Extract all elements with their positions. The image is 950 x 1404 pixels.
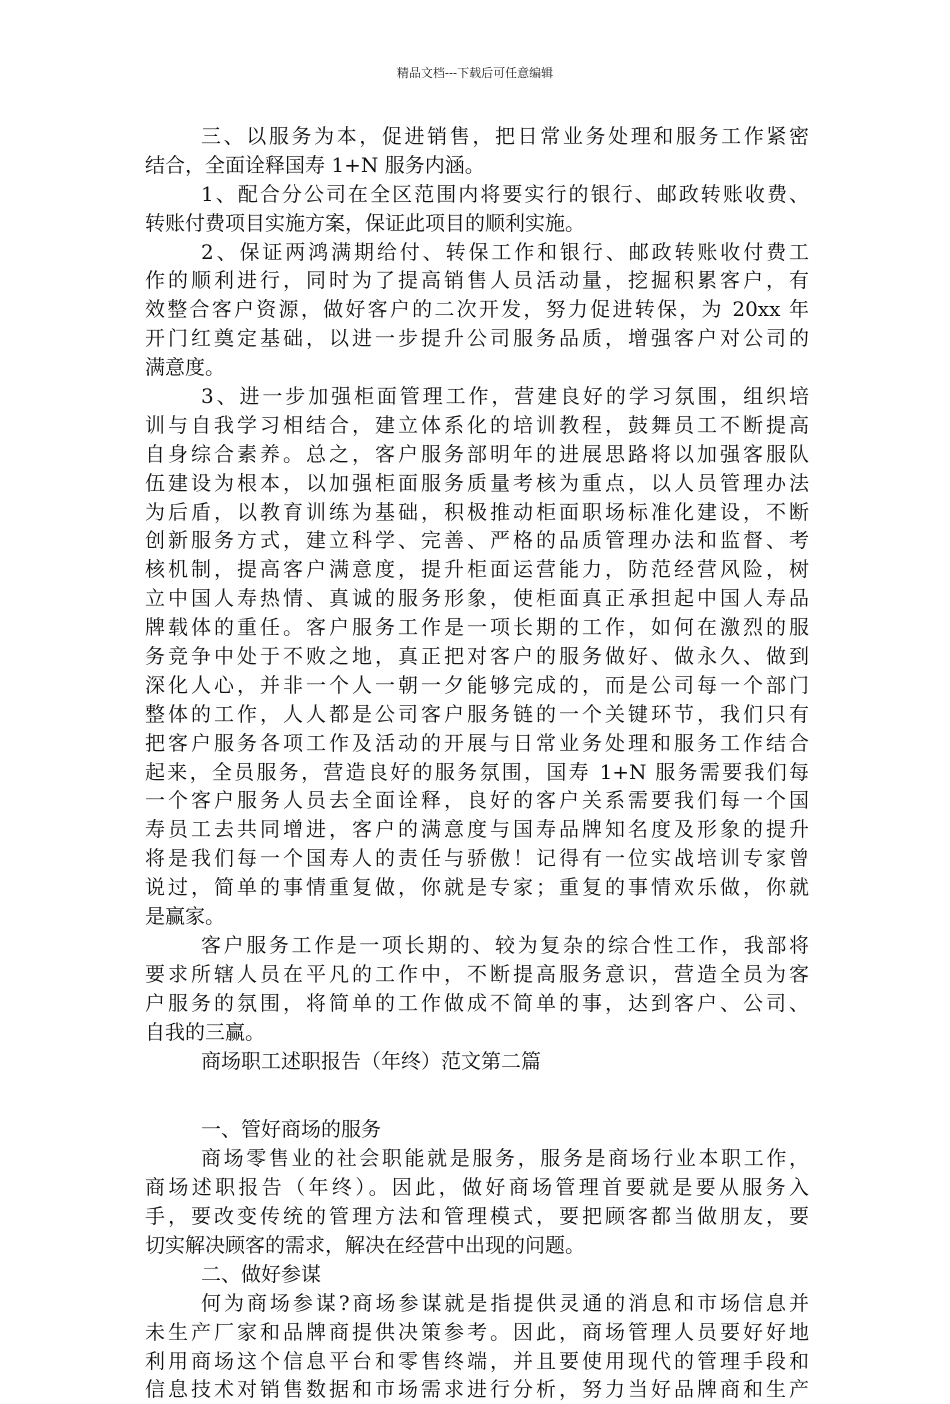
text-line: 信息技术对销售数据和市场需求进行分析，努力当好品牌商和生产 (145, 1377, 809, 1402)
text-line: 自身综合素养。总之，客户服务部明年的进展思路将以加强客服队 (145, 441, 809, 466)
text-line: 商场零售业的社会职能就是服务，服务是商场行业本职工作， (201, 1146, 809, 1171)
text-line: 一个客户服务人员去全面诠释，良好的客户关系需要我们每一个国 (145, 788, 809, 813)
paragraph (145, 122, 809, 180)
text-line: 核机制，提高客户满意度，提升柜面运营能力，防范经营风险，树 (145, 557, 809, 582)
text-line: 说过，简单的事情重复做，你就是专家；重复的事情欢乐做，你就 (145, 875, 809, 900)
text-line: 商场职工述职报告（年终）范文第二篇 (201, 1048, 541, 1073)
text-line: 三、以服务为本，促进销售，把日常业务处理和服务工作紧密 (201, 124, 809, 148)
text-line: 1、配合分公司在全区范围内将要实行的银行、邮政转账收费、 (201, 181, 809, 206)
text-line: 作的顺利进行，同时为了提高销售人员活动量，挖掘积累客户，有 (145, 268, 809, 293)
text-line: 2、保证两鸿满期给付、转保工作和银行、邮政转账收付费工 (201, 239, 809, 264)
text-line: 为后盾，以教育训练为基础，积极推动柜面职场标准化建设，不断 (145, 499, 809, 524)
text-line: 开门红奠定基础，以进一步提升公司服务品质，增强客户对公司的 (145, 326, 809, 351)
text-line: 未生产厂家和品牌商提供决策参考。因此，商场管理人员要好好地 (145, 1319, 809, 1344)
text-line: 起来，全员服务，营造良好的服务氛围，国寿 1+N 服务需要我们每 (145, 759, 809, 784)
paragraph (145, 1144, 809, 1260)
text-line: 寿员工去共同增进，客户的满意度与国寿品牌知名度及形象的提升 (145, 817, 809, 842)
paragraph (145, 382, 809, 931)
section-heading (145, 1115, 809, 1144)
text-line: 转账付费项目实施方案，保证此项目的顺利实施。 (145, 210, 585, 235)
text-line: 效整合客户资源，做好客户的二次开发，努力促进转保，为 20xx 年 (145, 297, 809, 322)
text-line: 一、管好商场的服务 (201, 1117, 381, 1142)
paragraph (145, 180, 809, 238)
text-line: 二、做好参谋 (201, 1261, 321, 1286)
text-line: 务竞争中处于不败之地，真正把对客户的服务做好、做永久、做到 (145, 644, 809, 669)
paragraph (145, 238, 809, 382)
text-line: 伍建设为根本，以加强柜面服务质量考核为重点，以人员管理办法 (145, 470, 809, 495)
text-line: 整体的工作，人人都是公司客户服务链的一个关键环节，我们只有 (145, 701, 809, 726)
text-line: 商场述职报告（年终）。因此，做好商场管理首要就是要从服务入 (145, 1175, 809, 1200)
text-line: 3、进一步加强柜面管理工作，营建良好的学习氛围，组织培 (201, 384, 809, 409)
paragraph-spacer (145, 1075, 809, 1115)
text-line: 客户服务工作是一项长期的、较为复杂的综合性工作，我部将 (201, 932, 809, 957)
text-line: 户服务的氛围，将简单的工作做成不简单的事，达到客户、公司、 (145, 990, 809, 1015)
text-line: 把客户服务各项工作及活动的开展与日常业务处理和服务工作结合 (145, 730, 809, 755)
text-line: 将是我们每一个国寿人的责任与骄傲！记得有一位实战培训专家曾 (145, 846, 809, 871)
text-line: 训与自我学习相结合，建立体系化的培训教程，鼓舞员工不断提高 (145, 412, 809, 437)
text-line: 自我的三赢。 (145, 1019, 265, 1044)
section-heading (145, 1260, 809, 1289)
text-line: 利用商场这个信息平台和零售终端，并且要使用现代的管理手段和 (145, 1348, 809, 1373)
text-line: 要求所辖人员在平凡的工作中，不断提高服务意识，营造全员为客 (145, 961, 809, 986)
text-line: 深化人心，并非一个人一朝一夕能够完成的，而是公司每一个部门 (145, 672, 809, 697)
text-line: 是赢家。 (145, 904, 225, 929)
paragraph (145, 931, 809, 1047)
text-line: 结合，全面诠释国寿 1+N 服务内涵。 (145, 152, 485, 177)
text-line: 手，要改变传统的管理方法和管理模式，要把顾客都当做朋友，要 (145, 1204, 809, 1229)
document-body (145, 122, 809, 1404)
paragraph (145, 1289, 809, 1404)
page-header: 精品文档---下载后可任意编辑 (396, 66, 554, 80)
text-line: 切实解决顾客的需求，解决在经营中出现的问题。 (145, 1232, 585, 1257)
text-line: 创新服务方式，建立科学、完善、严格的品质管理办法和监督、考 (145, 528, 809, 553)
text-line: 立中国人寿热情、真诚的服务形象，使柜面真正承担起中国人寿品 (145, 586, 809, 611)
text-line: 何为商场参谋?商场参谋就是指提供灵通的消息和市场信息并 (201, 1290, 809, 1315)
text-line: 满意度。 (145, 355, 225, 380)
section-heading (145, 1047, 809, 1076)
text-line: 牌载体的重任。客户服务工作是一项长期的工作，如何在激烈的服 (145, 615, 809, 640)
